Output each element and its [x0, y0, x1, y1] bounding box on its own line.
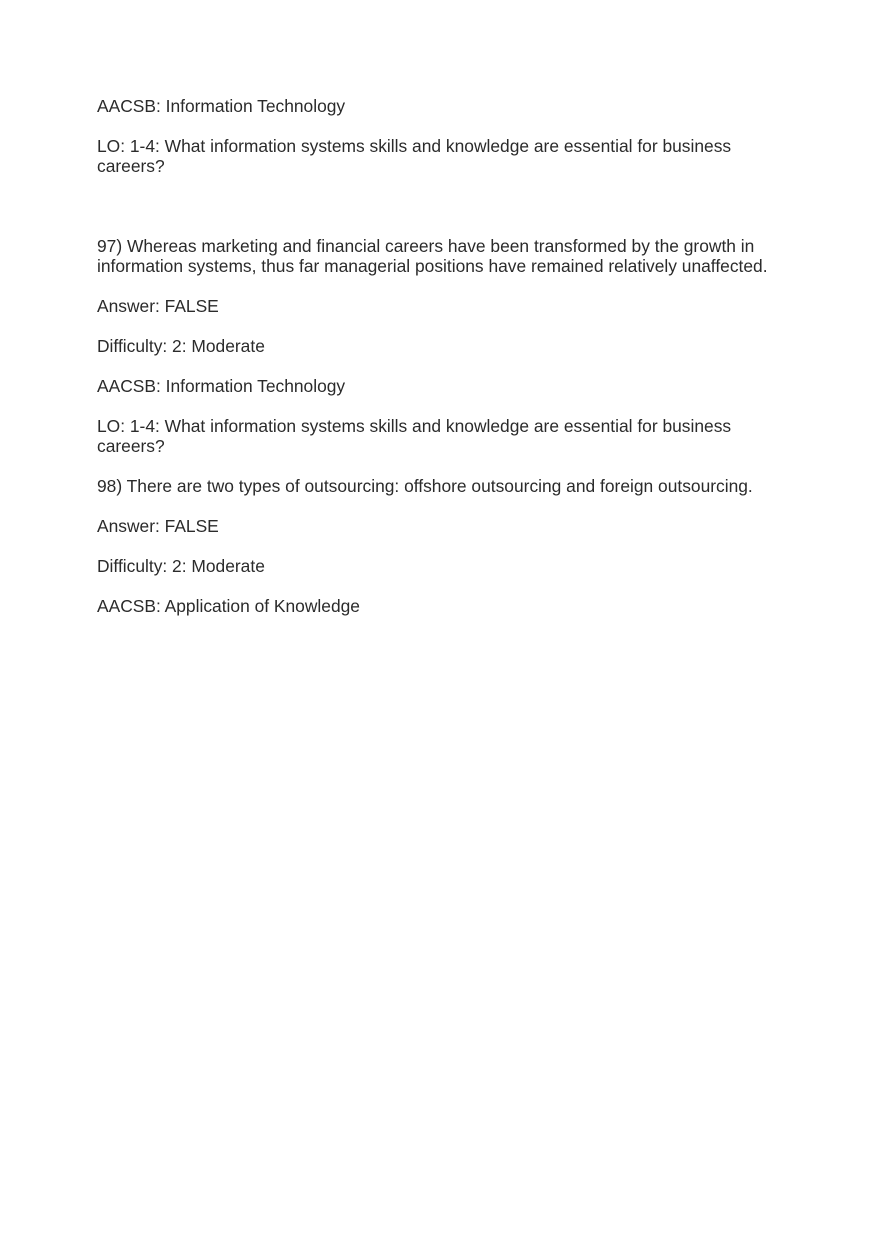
spacer: [97, 196, 787, 236]
prev-aacsb: AACSB: Information Technology: [97, 96, 346, 116]
document-page: [97, 96, 787, 636]
question-text: 97) Whereas marketing and financial careers have been transformed by the growth in information systems, thus far managerial positions have remained relatively unaffected.: [97, 236, 768, 276]
difficulty-text: Difficulty: 2: Moderate: [97, 336, 265, 356]
answer-text: Answer: FALSE: [97, 516, 219, 536]
aacsb-text: AACSB: Information Technology: [97, 376, 346, 396]
question-97: [97, 236, 787, 456]
question-text: 98) There are two types of outsourcing: offshore outsourcing and foreign outsourcing.: [97, 476, 753, 496]
question-98: [97, 476, 787, 616]
learning-objective-text: LO: 1-4: What information systems skills and knowledge are essential for business careers?: [97, 416, 732, 456]
answer-text: Answer: FALSE: [97, 296, 219, 316]
aacsb-text: AACSB: Application of Knowledge: [97, 596, 360, 616]
prev-learning-objective: LO: 1-4: What information systems skills and knowledge are essential for business careers?: [97, 136, 732, 176]
difficulty-text: Difficulty: 2: Moderate: [97, 556, 265, 576]
